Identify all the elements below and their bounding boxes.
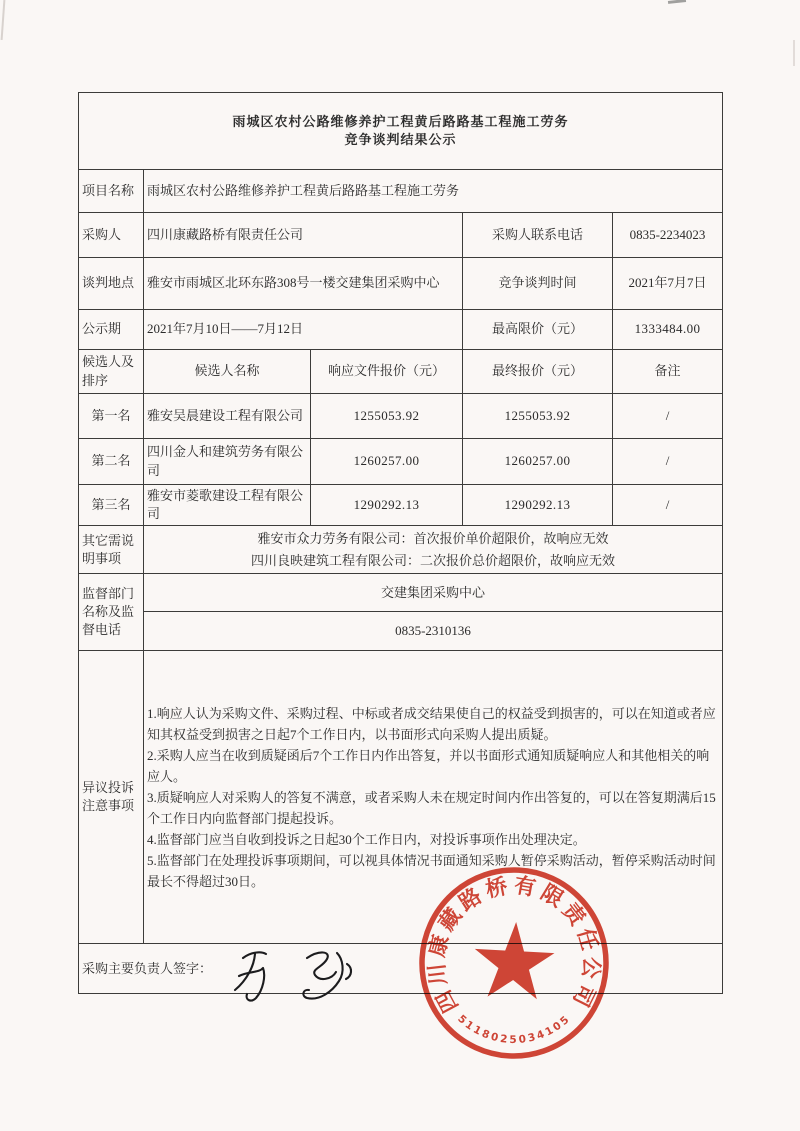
buyer-phone-label: 采购人联系电话 bbox=[463, 213, 613, 258]
candidate-rank: 第二名 bbox=[79, 439, 144, 485]
scan-artifact bbox=[793, 40, 795, 66]
candidate-doc-price: 1290292.13 bbox=[311, 485, 463, 526]
objection-item: 4.监督部门应当自收到投诉之日起30个工作日内，对投诉事项作出处理决定。 bbox=[147, 831, 586, 847]
project-row bbox=[79, 170, 723, 213]
other-notes-line2: 四川良映建筑工程有限公司：二次报价总价超限价，故响应无效 bbox=[251, 552, 616, 568]
negotiation-time-label: 竞争谈判时间 bbox=[463, 258, 613, 310]
col-header-rank: 候选人及排序 bbox=[79, 350, 144, 394]
col-header-name: 候选人名称 bbox=[144, 350, 311, 394]
col-header-remark: 备注 bbox=[613, 350, 723, 394]
candidate-row bbox=[79, 485, 723, 526]
project-name-value: 雨城区农村公路维修养护工程黄后路路基工程施工劳务 bbox=[144, 170, 723, 213]
title-line1: 雨城区农村公路维修养护工程黄后路路基工程施工劳务 bbox=[232, 113, 569, 129]
scan-artifact bbox=[668, 0, 686, 4]
candidate-doc-price: 1255053.92 bbox=[311, 394, 463, 439]
supervision-department: 交建集团采购中心 bbox=[144, 574, 723, 612]
buyer-row bbox=[79, 213, 723, 258]
objection-label: 异议投诉注意事项 bbox=[79, 651, 144, 944]
other-notes-line1: 雅安市众力劳务有限公司：首次报价单价超限价，故响应无效 bbox=[257, 531, 609, 547]
candidate-final-price: 1290292.13 bbox=[463, 485, 613, 526]
candidate-name: 雅安吴晨建设工程有限公司 bbox=[144, 394, 311, 439]
candidate-final-price: 1255053.92 bbox=[463, 394, 613, 439]
supervision-row bbox=[79, 574, 723, 612]
other-notes-label: 其它需说明事项 bbox=[79, 526, 144, 574]
candidate-rank: 第一名 bbox=[79, 394, 144, 439]
other-notes-content bbox=[144, 526, 723, 574]
venue-value: 雅安市雨城区北环东路308号一楼交建集团采购中心 bbox=[144, 258, 463, 310]
handwritten-signature bbox=[229, 946, 379, 1010]
objection-content bbox=[144, 651, 723, 944]
publicity-value: 2021年7月10日——7月12日 bbox=[144, 310, 463, 350]
candidate-remark: / bbox=[613, 439, 723, 485]
objection-item: 5.监督部门在处理投诉事项期间，可以视具体情况书面通知采购人暂停采购活动，暂停采购活动时间最长不得超过30日。 bbox=[147, 852, 716, 889]
objection-row bbox=[79, 651, 723, 944]
candidate-remark: / bbox=[613, 485, 723, 526]
candidate-name: 四川金人和建筑劳务有限公司 bbox=[144, 439, 311, 485]
price-limit-value: 1333484.00 bbox=[613, 310, 723, 350]
candidate-name: 雅安市菱歌建设工程有限公司 bbox=[144, 485, 311, 526]
stamp-company-text: 四川康藏路桥有限责任公司 bbox=[424, 873, 604, 1017]
objection-item: 2.采购人应当在收到质疑函后7个工作日内作出答复，并以书面形式通知质疑响应人和其他相关的响应人。 bbox=[147, 747, 710, 784]
supervision-label: 监督部门名称及监督电话 bbox=[79, 574, 144, 651]
candidate-final-price: 1260257.00 bbox=[463, 439, 613, 485]
negotiation-time-value: 2021年7月7日 bbox=[613, 258, 723, 310]
supervision-phone-row bbox=[79, 612, 723, 651]
col-header-doc-price: 响应文件报价（元） bbox=[311, 350, 463, 394]
buyer-value: 四川康藏路桥有限责任公司 bbox=[144, 213, 463, 258]
publicity-row bbox=[79, 310, 723, 350]
col-header-final-price: 最终报价（元） bbox=[463, 350, 613, 394]
signature-label: 采购主要负责人签字： bbox=[82, 960, 213, 976]
document-title bbox=[79, 93, 723, 170]
price-limit-label: 最高限价（元） bbox=[463, 310, 613, 350]
stamp-number-text: 5118025034105 bbox=[455, 1012, 574, 1047]
signature-cell bbox=[79, 944, 723, 994]
title-line2: 竞争谈判结果公示 bbox=[344, 132, 457, 147]
buyer-phone-value: 0835-2234023 bbox=[613, 213, 723, 258]
title-row bbox=[79, 93, 723, 170]
scan-artifact bbox=[1, 0, 6, 40]
candidate-remark: / bbox=[613, 394, 723, 439]
objection-item: 3.质疑响应人对采购人的答复不满意，或者采购人未在规定时间内作出答复的，可以在答复期满后15个工作日内向监督部门提起投诉。 bbox=[147, 789, 716, 826]
venue-row bbox=[79, 258, 723, 310]
project-name-label: 项目名称 bbox=[79, 170, 144, 213]
buyer-label: 采购人 bbox=[79, 213, 144, 258]
candidate-doc-price: 1260257.00 bbox=[311, 439, 463, 485]
venue-label: 谈判地点 bbox=[79, 258, 144, 310]
signature-row bbox=[79, 944, 723, 994]
objection-item: 1.响应人认为采购文件、采购过程、中标或者成交结果使自己的权益受到损害的，可以在知道或者应知其权益受到损害之日起7个工作日内，以书面形式向采购人提出质疑。 bbox=[147, 705, 716, 742]
result-table bbox=[78, 92, 723, 994]
supervision-phone: 0835-2310136 bbox=[144, 612, 723, 651]
candidate-rank: 第三名 bbox=[79, 485, 144, 526]
publicity-label: 公示期 bbox=[79, 310, 144, 350]
candidate-row bbox=[79, 439, 723, 485]
other-notes-row bbox=[79, 526, 723, 574]
candidate-row bbox=[79, 394, 723, 439]
candidates-header-row bbox=[79, 350, 723, 394]
